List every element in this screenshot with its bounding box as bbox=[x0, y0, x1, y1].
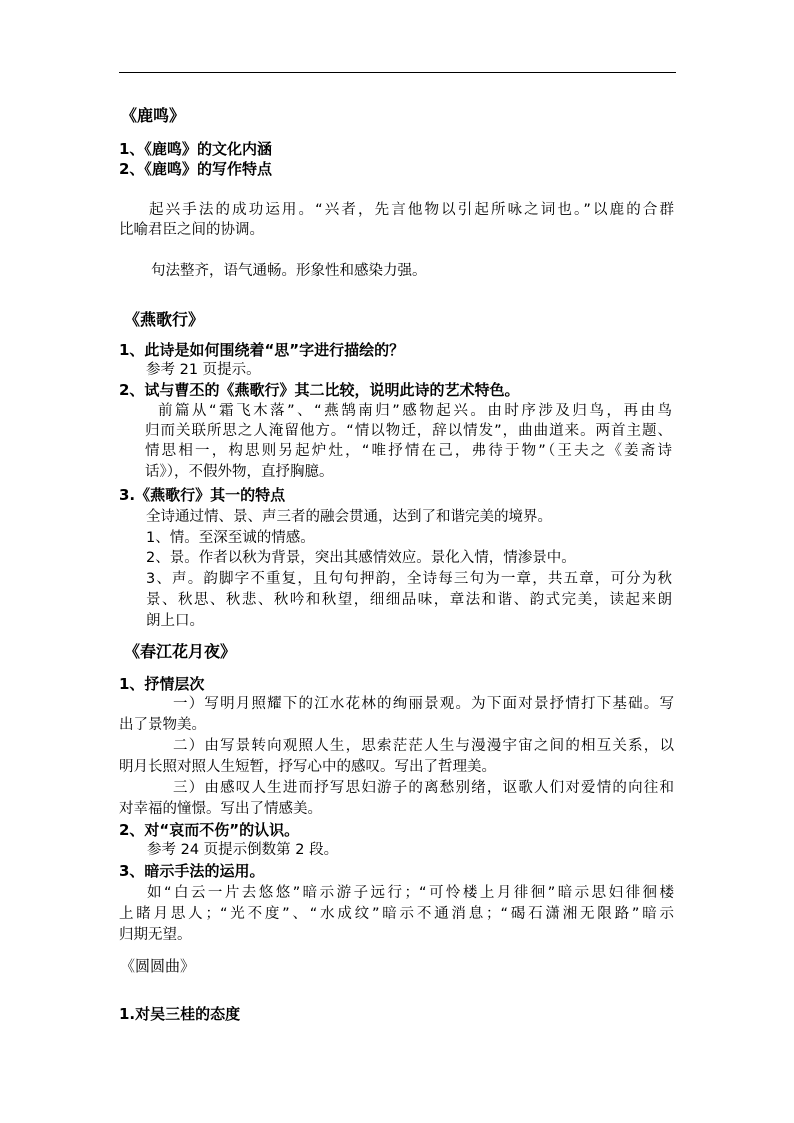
answer-line: 1、情。至深至诚的情感。 bbox=[146, 530, 315, 546]
answer-line: 景、秋思、秋悲、秋吟和秋望，细细品味，章法和谐、韵式完美，读起来朗 bbox=[146, 592, 672, 608]
paragraph-line: 归期无望。 bbox=[119, 927, 192, 943]
section-title-luming: 《鹿鸣》 bbox=[121, 106, 186, 125]
paragraph-line: 对幸福的憧憬。写出了情感美。 bbox=[119, 801, 322, 817]
answer-line: 参考 24 页提示倒数第 2 段。 bbox=[147, 842, 339, 858]
paragraph-line: 起兴手法的成功运用。“兴者，先言他物以引起所咏之词也。”以鹿的合群 bbox=[149, 202, 674, 218]
question-heading: 3、暗示手法的运用。 bbox=[119, 862, 265, 880]
paragraph-line: 三）由感叹人生进而抒写思妇游子的离愁别绪，讴歌人们对爱情的向往和 bbox=[173, 780, 674, 796]
paragraph-line: 归而关联所思之人淹留他方。“情以物迁，辞以情发”，曲曲道来。两首主题、 bbox=[145, 423, 672, 439]
paragraph-line: 出了景物美。 bbox=[119, 717, 206, 733]
answer-line: 朗上口。 bbox=[146, 613, 204, 629]
question-heading: 2、对“哀而不伤”的认识。 bbox=[119, 821, 300, 839]
question-heading: 1、抒情层次 bbox=[119, 675, 205, 693]
question-heading: 2、试与曹丕的《燕歌行》其二比较，说明此诗的艺术特色。 bbox=[119, 381, 520, 399]
paragraph-line: 上睹月思人；“光不度”、“水成纹”暗示不通消息；“碣石潇湘无限路”暗示 bbox=[119, 906, 674, 922]
section-title-yangexing: 《燕歌行》 bbox=[124, 310, 205, 329]
answer-line: 2、景。作者以秋为背景，突出其感情效应。景化入情，情渗景中。 bbox=[146, 550, 576, 566]
header-rule bbox=[119, 72, 676, 73]
section-title-yuanyuanqu: 《圆圆曲》 bbox=[120, 957, 196, 975]
paragraph-line: 如“白云一片去悠悠”暗示游子远行；“可怜楼上月徘徊”暗示思妇徘徊楼 bbox=[147, 885, 674, 901]
paragraph-line: 比喻君臣之间的协调。 bbox=[119, 222, 264, 238]
question-heading: 1.对吴三桂的态度 bbox=[119, 1005, 241, 1023]
answer-line: 全诗通过情、景、声三者的融会贯通，达到了和谐完美的境界。 bbox=[146, 509, 552, 525]
answer-line: 3、声。韵脚字不重复，且句句押韵，全诗每三句为一章，共五章，可分为秋 bbox=[146, 571, 672, 587]
question-heading: 1、《鹿鸣》的文化内涵 bbox=[119, 140, 272, 158]
paragraph-line: 明月长照对照人生短暂，抒写心中的感叹。写出了哲理美。 bbox=[119, 759, 496, 775]
paragraph-line: 句法整齐，语气通畅。形象性和感染力强。 bbox=[151, 263, 427, 279]
question-heading: 2、《鹿鸣》的写作特点 bbox=[119, 160, 272, 178]
section-title-chunjiang: 《春江花月夜》 bbox=[124, 642, 237, 661]
question-heading: 3.《燕歌行》其一的特点 bbox=[119, 486, 286, 504]
paragraph-line: 话》），不假外物，直抒胸臆。 bbox=[145, 464, 334, 480]
question-heading: 1、此诗是如何围绕着“思”字进行描绘的？ bbox=[119, 341, 405, 359]
paragraph-line: 二）由写景转向观照人生，思索茫茫人生与漫漫宇宙之间的相互关系，以 bbox=[173, 738, 674, 754]
paragraph-line: 情思相一，构思则另起炉灶，“唯抒情在己，弗待于物”（王夫之《姜斋诗 bbox=[145, 443, 672, 459]
answer-line: 参考 21 页提示。 bbox=[146, 362, 261, 378]
paragraph-line: 前篇从“霜飞木落”、“燕鹄南归”感物起兴。由时序涉及归鸟，再由鸟 bbox=[158, 403, 672, 419]
paragraph-line: 一）写明月照耀下的江水花林的绚丽景观。为下面对景抒情打下基础。写 bbox=[173, 696, 674, 712]
